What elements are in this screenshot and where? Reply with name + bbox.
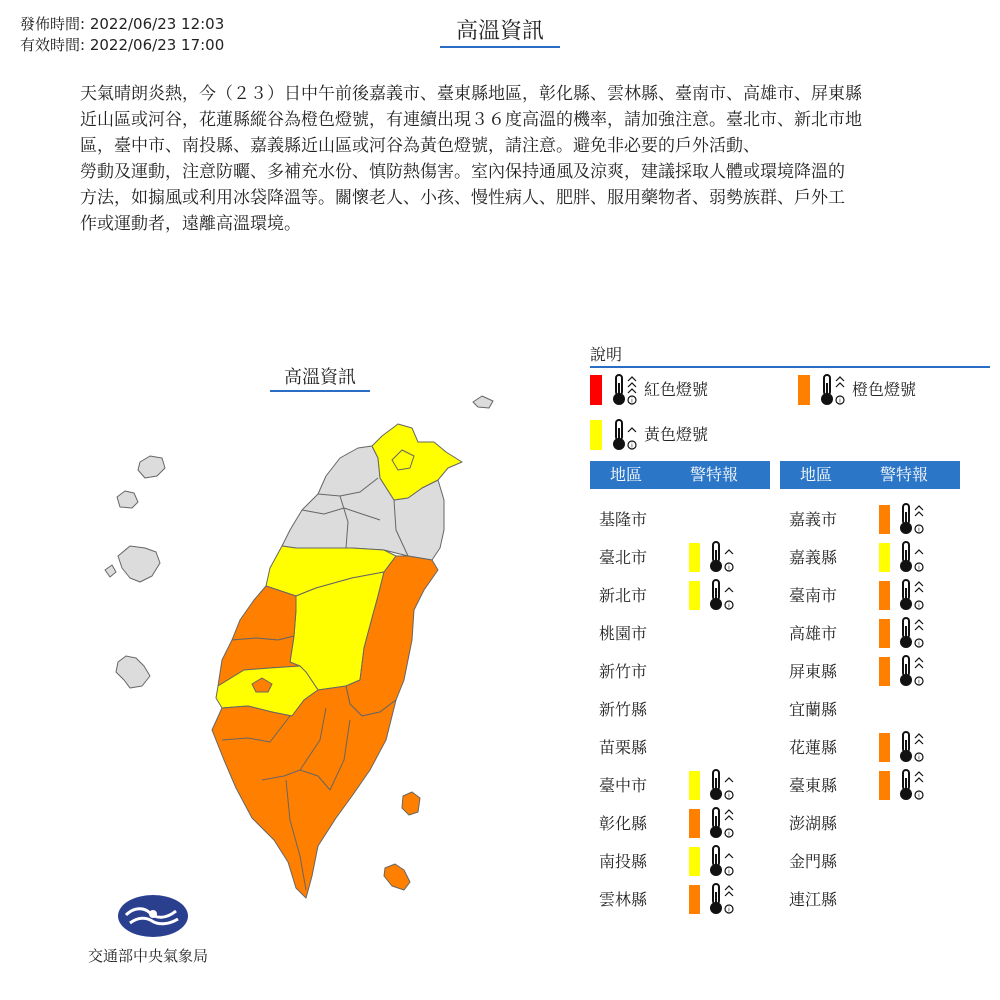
region-name: 澎湖縣 [789,814,838,833]
svg-text:i: i [728,830,730,838]
table-left [599,507,779,914]
warning-level-orange [879,657,890,686]
issue-time: 發佈時間: 2022/06/23 12:03 [20,15,225,33]
valid-time: 有效時間: 2022/06/23 17:00 [20,36,225,54]
thermometer-orange-icon [895,616,925,650]
thermometer-yellow-icon [705,540,735,574]
table-row [789,507,959,533]
island-green [402,792,420,815]
table-row [599,773,769,799]
region-south-orange [212,686,396,898]
thermometer-orange-icon [895,768,925,802]
table-row [599,507,769,533]
region-name: 嘉義市 [789,510,838,529]
table-row [599,735,769,761]
col-region-left: 地區 [610,465,643,484]
region-name: 臺東縣 [789,776,838,795]
thermometer-orange-icon [895,654,925,688]
legend-swatch-orange [798,375,810,405]
description-line: 方法，如搧風或利用冰袋降溫等。關懷老人、小孩、慢性病人、肥胖、服用藥物者、弱勢族群、戶外工 [80,188,845,208]
legend-label-orange: 橙色燈號 [852,380,917,399]
thermometer-orange-icon [895,502,925,536]
table-row [789,773,959,799]
svg-text:i: i [728,564,730,572]
svg-text:i: i [918,526,920,534]
svg-text:i: i [918,640,920,648]
table-row [789,849,959,875]
island-orchid [384,864,410,890]
description-line: 勞動及運動，注意防曬、多補充水份、慎防熱傷害。室內保持通風及涼爽，建議採取人體或環境降溫的 [80,162,845,182]
region-name: 桃園市 [599,624,648,643]
island-matsu [473,396,493,408]
description-line: 近山區或河谷，花蓮縣縱谷為橙色燈號，有連續出現３６度高溫的機率，請加強注意。臺北市、新北市地 [80,110,862,130]
warning-level-yellow [879,543,890,572]
svg-text:i: i [728,906,730,914]
table-row [789,887,959,913]
col-warning-right: 警特報 [880,465,929,484]
description-line: 天氣晴朗炎熱，今（２３）日中午前後嘉義市、臺東縣地區，彰化縣、雲林縣、臺南市、高雄市、屏東縣 [80,84,862,104]
table-row [789,621,959,647]
taiwan-map [90,390,510,900]
legend-label-yellow: 黃色燈號 [644,425,709,444]
region-name: 新北市 [599,586,648,605]
region-name: 花蓮縣 [789,738,838,757]
region-name: 彰化縣 [599,814,648,833]
warning-level-yellow [689,581,700,610]
svg-text:i: i [918,792,920,800]
thermometer-yellow-icon [705,844,735,878]
region-name: 南投縣 [599,852,648,871]
region-name: 高雄市 [789,624,838,643]
thermometer-yellow-icon [705,768,735,802]
region-name: 臺北市 [599,548,648,567]
thermometer-yellow-icon [608,418,638,452]
svg-text:i: i [631,397,633,405]
legend-title: 說明 [590,344,990,368]
region-name: 新竹市 [599,662,648,681]
legend-label-red: 紅色燈號 [644,380,709,399]
warning-level-yellow [689,771,700,800]
table-row [599,583,769,609]
thermometer-orange-icon [895,578,925,612]
island-penghu [117,491,138,508]
svg-text:i: i [728,868,730,876]
table-row [599,545,769,571]
table-row [789,659,959,685]
island-penghu [105,565,116,577]
region-name: 金門縣 [789,852,838,871]
region-name: 宜蘭縣 [789,700,838,719]
legend-item-yellow [590,418,708,452]
region-name: 臺中市 [599,776,648,795]
description [80,81,930,237]
agency-name: 交通部中央氣象局 [88,947,209,965]
region-name: 連江縣 [789,890,838,909]
svg-text:i: i [728,602,730,610]
table-row [789,735,959,761]
warning-level-orange [879,505,890,534]
svg-text:i: i [728,792,730,800]
svg-text:i: i [918,564,920,572]
thermometer-red-icon [608,373,638,407]
table-row [599,697,769,723]
island-kinmen [116,656,150,688]
thermometer-yellow-icon [705,578,735,612]
warning-level-orange [879,619,890,648]
table-row [789,545,959,571]
svg-text:i: i [839,397,841,405]
col-region-right: 地區 [800,465,833,484]
island-penghu [138,456,165,478]
table-header-left [590,461,770,489]
table-row [789,811,959,837]
table-right [789,507,969,907]
region-name: 屏東縣 [789,662,838,681]
svg-text:i: i [631,442,633,450]
warning-level-orange [879,771,890,800]
table-row [789,583,959,609]
table-row [599,849,769,875]
warning-level-orange [879,733,890,762]
warning-level-yellow [689,847,700,876]
region-name: 嘉義縣 [789,548,838,567]
warning-level-orange [879,581,890,610]
table-row [599,887,769,913]
island-penghu [118,546,160,582]
table-row [599,811,769,837]
svg-text:i: i [918,602,920,610]
legend-swatch-yellow [590,420,602,450]
legend-item-orange [798,373,916,407]
region-name: 臺南市 [789,586,838,605]
cwb-logo-icon [116,893,190,939]
thermometer-orange-icon [705,882,735,916]
table-row [789,697,959,723]
warning-level-yellow [689,543,700,572]
region-name: 新竹縣 [599,700,648,719]
svg-text:i: i [918,754,920,762]
table-header-right [780,461,960,489]
region-name: 苗栗縣 [599,738,648,757]
thermometer-orange-icon [895,730,925,764]
table-row [599,621,769,647]
warning-level-orange [689,885,700,914]
page-title: 高溫資訊 [440,18,560,48]
region-name: 雲林縣 [599,890,648,909]
legend-swatch-red [590,375,602,405]
thermometer-orange-icon [705,806,735,840]
thermometer-orange-icon [816,373,846,407]
svg-text:i: i [918,678,920,686]
col-warning-left: 警特報 [690,465,739,484]
warning-level-orange [689,809,700,838]
table-row [599,659,769,685]
description-line: 作或運動者，遠離高溫環境。 [80,214,301,234]
thermometer-yellow-icon [895,540,925,574]
description-line: 區，臺中市、南投縣、嘉義縣近山區或河谷為黃色燈號，請注意。避免非必要的戶外活動、 [80,136,760,156]
map-title: 高溫資訊 [270,366,370,392]
region-changhua-orange [232,586,296,640]
legend-item-red [590,373,708,407]
region-name: 基隆市 [599,510,648,529]
